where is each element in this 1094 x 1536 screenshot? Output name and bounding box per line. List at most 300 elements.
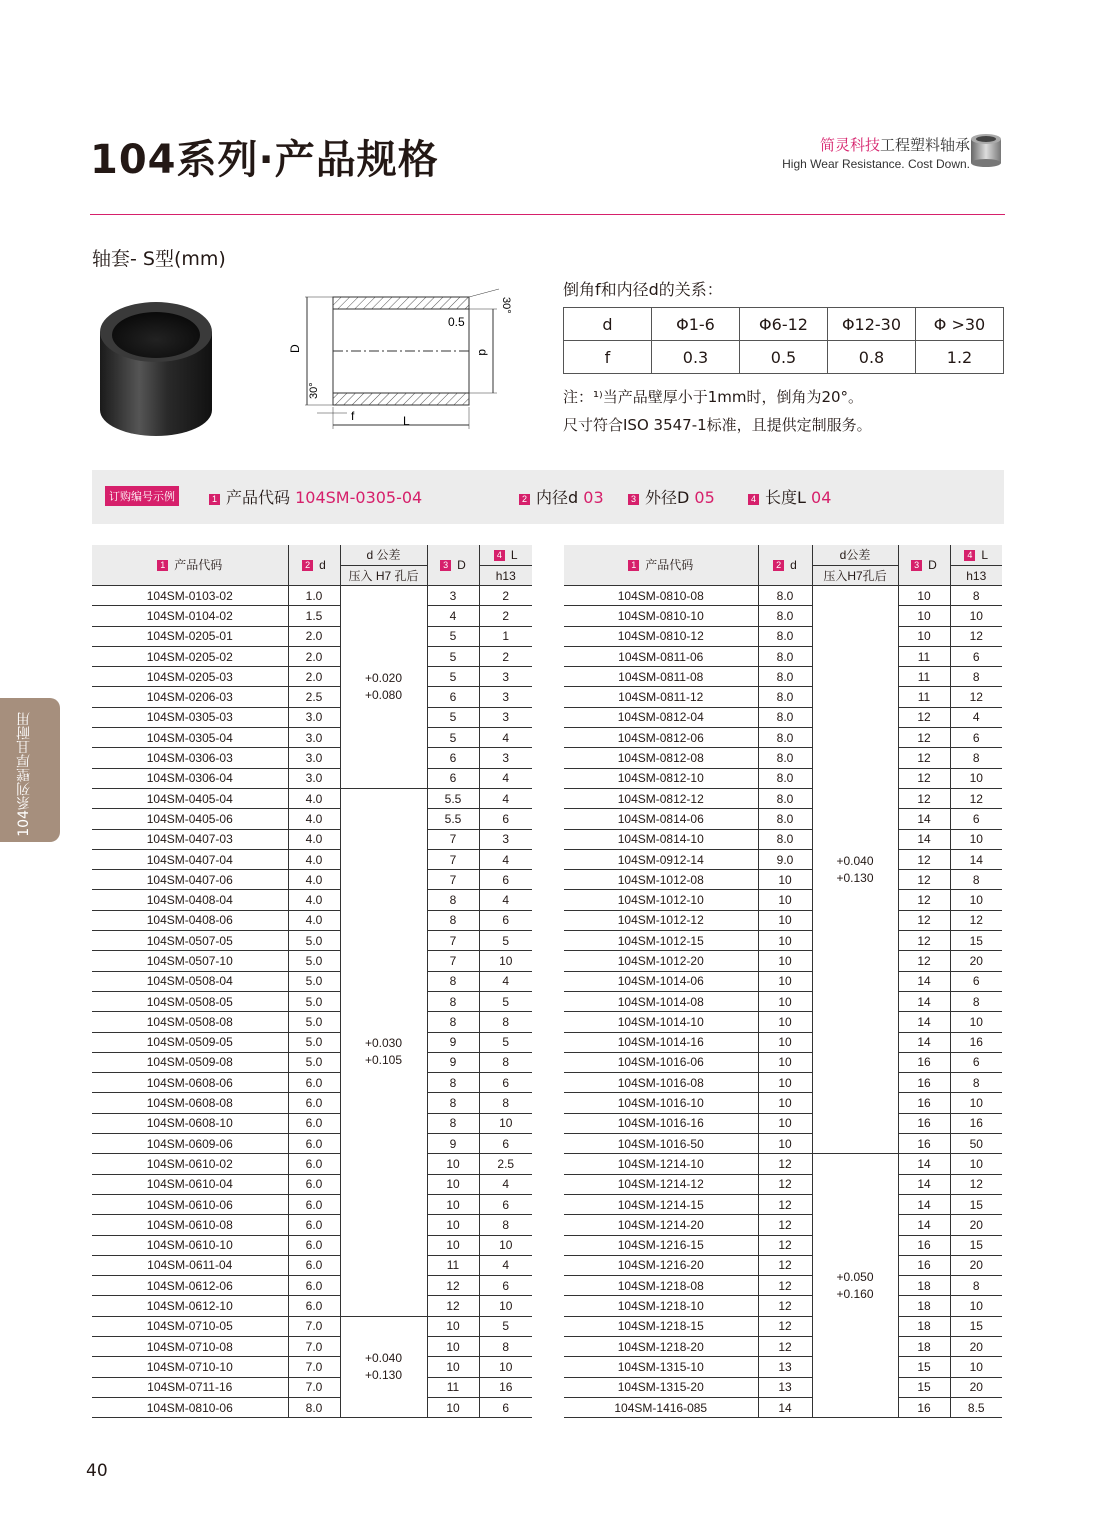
cell-d: 10: [758, 1113, 812, 1133]
cell-code: 104SM-0710-05: [92, 1316, 288, 1336]
number-badge: 2: [302, 560, 313, 571]
table-row: [564, 1093, 1002, 1113]
table-row: [564, 1113, 1002, 1133]
table-row: [92, 1235, 532, 1255]
cell-code: 104SM-0610-06: [92, 1194, 288, 1214]
dim-chamfer: 0.5: [448, 315, 465, 329]
cell-L: 14: [950, 849, 1002, 869]
cell-code: 104SM-1214-20: [564, 1215, 758, 1235]
cell-tolerance: [340, 586, 427, 789]
cell-d: 10: [758, 971, 812, 991]
cell-code: 104SM-0508-08: [92, 1012, 288, 1032]
cell-D: 14: [898, 1012, 950, 1032]
cell-L: 4: [950, 707, 1002, 727]
cell-L: 8.5: [950, 1397, 1002, 1417]
cell-D: 14: [898, 991, 950, 1011]
angle-top: 30°: [500, 297, 512, 314]
cell-D: 10: [427, 1316, 479, 1336]
header-tol-sub: 压入 H7 孔后: [340, 566, 427, 586]
cell-code: 104SM-0405-04: [92, 788, 288, 808]
cell-L: 8: [479, 1215, 532, 1235]
cell-code: 104SM-1012-20: [564, 951, 758, 971]
cell-code: 104SM-1216-20: [564, 1255, 758, 1275]
cell-L: 6: [479, 809, 532, 829]
number-badge: 2: [519, 494, 530, 505]
cell-tolerance: [340, 788, 427, 1316]
cell-code: 104SM-0811-08: [564, 667, 758, 687]
cell-L: 10: [950, 890, 1002, 910]
header-D: [898, 545, 950, 586]
cell-d: 10: [758, 890, 812, 910]
cell-D: 10: [427, 1215, 479, 1235]
cell-D: 16: [898, 1052, 950, 1072]
cell-L: 6: [950, 646, 1002, 666]
cell-L: 20: [950, 951, 1002, 971]
order-example-bar: [92, 470, 1004, 524]
tolerance-lower: +0.040: [364, 1350, 403, 1365]
tolerance-upper: +0.130: [364, 1367, 403, 1382]
cell-L: 8: [950, 1276, 1002, 1296]
cell-d: 12: [758, 1174, 812, 1194]
cell-d: 3.0: [288, 748, 340, 768]
table-row: [92, 870, 532, 890]
cell-L: 5: [479, 931, 532, 951]
header-label: d: [319, 558, 326, 572]
header-D: [427, 545, 479, 586]
note-wall-thickness: 注：¹⁾当产品壁厚小于1mm时，倒角为20°。: [563, 388, 864, 406]
cell-code: 104SM-1012-10: [564, 890, 758, 910]
section-title: 轴套- S型(mm): [92, 248, 226, 270]
cell-tolerance: [340, 1316, 427, 1417]
header-L-sub: h13: [950, 566, 1002, 586]
tolerance-lower: +0.040: [836, 853, 874, 868]
dim-f: f: [351, 409, 355, 423]
table-row: [92, 1174, 532, 1194]
cell-L: 6: [950, 971, 1002, 991]
cell-D: 18: [898, 1316, 950, 1336]
tolerance-upper: +0.080: [364, 687, 403, 702]
cell-L: 8: [950, 748, 1002, 768]
cell-d: 8.0: [758, 646, 812, 666]
cell-L: 10: [950, 606, 1002, 626]
cell-d: 6.0: [288, 1174, 340, 1194]
table-row: [564, 1276, 1002, 1296]
header-code: [564, 545, 758, 586]
cell-d: 12: [758, 1215, 812, 1235]
cell-L: 12: [950, 687, 1002, 707]
cell-L: 6: [479, 1397, 532, 1417]
cell-d: 8.0: [758, 606, 812, 626]
cell-D: 14: [898, 1215, 950, 1235]
table-row: [92, 1194, 532, 1214]
table-row: [564, 667, 1002, 687]
cell-D: 11: [898, 646, 950, 666]
table-row: [564, 1255, 1002, 1275]
table-row: [92, 849, 532, 869]
table-row: [92, 1397, 532, 1417]
cell-code: 104SM-1214-15: [564, 1194, 758, 1214]
cell-code: 104SM-1016-08: [564, 1073, 758, 1093]
cell-L: 50: [950, 1134, 1002, 1154]
chamfer-cell: 0.8: [828, 341, 916, 374]
spec-table-right: [564, 545, 1002, 1418]
cell-d: 4.0: [288, 890, 340, 910]
cell-d: 4.0: [288, 829, 340, 849]
cell-L: 4: [479, 1255, 532, 1275]
cell-D: 14: [898, 1032, 950, 1052]
cell-D: 8: [427, 1073, 479, 1093]
cell-code: 104SM-1218-20: [564, 1336, 758, 1356]
cell-code: 104SM-0205-03: [92, 667, 288, 687]
cell-L: 10: [950, 1296, 1002, 1316]
cell-L: 20: [950, 1255, 1002, 1275]
cell-L: 6: [479, 870, 532, 890]
cell-code: 104SM-0509-05: [92, 1032, 288, 1052]
cell-D: 10: [427, 1357, 479, 1377]
order-item-label: 外径D: [645, 488, 690, 507]
cell-D: 18: [898, 1276, 950, 1296]
header-label: L: [981, 548, 989, 562]
cell-d: 6.0: [288, 1296, 340, 1316]
table-row: [564, 687, 1002, 707]
table-row: [92, 1377, 532, 1397]
table-row: [564, 1073, 1002, 1093]
cell-L: 8: [950, 586, 1002, 606]
cell-code: 104SM-0306-04: [92, 768, 288, 788]
bushing-photo: [96, 292, 216, 442]
cell-L: 4: [479, 890, 532, 910]
cell-code: 104SM-1014-10: [564, 1012, 758, 1032]
cell-code: 104SM-1214-10: [564, 1154, 758, 1174]
cell-d: 12: [758, 1336, 812, 1356]
cell-d: 12: [758, 1154, 812, 1174]
cell-d: 4.0: [288, 809, 340, 829]
order-item-label: 产品代码: [226, 488, 291, 507]
cell-L: 8: [479, 1336, 532, 1356]
cell-D: 12: [898, 748, 950, 768]
cell-code: 104SM-0710-08: [92, 1336, 288, 1356]
header-label: L: [510, 548, 518, 562]
cell-L: 6: [479, 910, 532, 930]
table-row: [92, 1255, 532, 1275]
table-row: [564, 626, 1002, 646]
cell-code: 104SM-0610-02: [92, 1154, 288, 1174]
cell-D: 12: [898, 910, 950, 930]
cell-code: 104SM-1315-10: [564, 1357, 758, 1377]
table-row: [92, 728, 532, 748]
angle-bottom: 30°: [308, 382, 320, 399]
cell-d: 6.0: [288, 1134, 340, 1154]
table-row: [92, 991, 532, 1011]
table-row: [564, 870, 1002, 890]
cell-D: 12: [898, 870, 950, 890]
bearing-icon: [968, 132, 1004, 168]
number-badge: 1: [157, 560, 168, 571]
bushing-drawing: [285, 285, 525, 435]
order-item-code: [209, 485, 422, 508]
cell-D: 14: [898, 1154, 950, 1174]
order-item-value: 104SM-0305-04: [295, 488, 423, 507]
cell-L: 12: [950, 788, 1002, 808]
cell-D: 18: [898, 1336, 950, 1356]
table-row: [564, 728, 1002, 748]
table-row: [92, 1357, 532, 1377]
cell-L: 2.5: [479, 1154, 532, 1174]
cell-d: 10: [758, 870, 812, 890]
cell-d: 10: [758, 951, 812, 971]
cell-L: 3: [479, 829, 532, 849]
cell-L: 4: [479, 788, 532, 808]
header-label: 产品代码: [645, 558, 694, 572]
cell-code: 104SM-1218-10: [564, 1296, 758, 1316]
cell-L: 2: [479, 586, 532, 606]
cell-code: 104SM-0610-08: [92, 1215, 288, 1235]
cell-D: 16: [898, 1073, 950, 1093]
side-tab-label: 104系列壁厚且耐用: [16, 712, 32, 837]
cell-D: 11: [427, 1377, 479, 1397]
cell-D: 12: [427, 1276, 479, 1296]
cell-code: 104SM-0612-10: [92, 1296, 288, 1316]
table-row: [564, 707, 1002, 727]
cell-d: 6.0: [288, 1113, 340, 1133]
cell-code: 104SM-0408-04: [92, 890, 288, 910]
cell-L: 15: [950, 931, 1002, 951]
cell-d: 7.0: [288, 1316, 340, 1336]
cell-code: 104SM-1014-08: [564, 991, 758, 1011]
cell-D: 12: [898, 788, 950, 808]
cell-D: 9: [427, 1134, 479, 1154]
cell-code: 104SM-0810-12: [564, 626, 758, 646]
table-row: [564, 809, 1002, 829]
cell-d: 8.0: [758, 809, 812, 829]
cell-L: 15: [950, 1316, 1002, 1336]
table-row: [564, 1012, 1002, 1032]
cell-d: 2.0: [288, 667, 340, 687]
table-row: [564, 1316, 1002, 1336]
cell-D: 8: [427, 1012, 479, 1032]
cell-D: 10: [898, 606, 950, 626]
header-L-sub: h13: [479, 566, 532, 586]
cell-L: 8: [950, 1073, 1002, 1093]
cell-d: 2.0: [288, 646, 340, 666]
table-row: [564, 1052, 1002, 1072]
cell-code: 104SM-0610-04: [92, 1174, 288, 1194]
cell-code: 104SM-0812-08: [564, 748, 758, 768]
cell-L: 5: [479, 991, 532, 1011]
cell-code: 104SM-1214-12: [564, 1174, 758, 1194]
cell-code: 104SM-0608-06: [92, 1073, 288, 1093]
cell-D: 14: [898, 829, 950, 849]
cell-d: 8.0: [288, 1397, 340, 1417]
cell-D: 7: [427, 849, 479, 869]
header-L: [950, 545, 1002, 566]
cell-code: 104SM-1016-16: [564, 1113, 758, 1133]
cell-L: 12: [950, 1174, 1002, 1194]
cell-D: 5: [427, 646, 479, 666]
cell-L: 15: [950, 1194, 1002, 1214]
cell-code: 104SM-0608-08: [92, 1093, 288, 1113]
brand-product: 工程塑料轴承: [879, 136, 970, 154]
order-item-label: 内径d: [536, 488, 579, 507]
cell-D: 4: [427, 606, 479, 626]
cell-L: 3: [479, 687, 532, 707]
cell-d: 12: [758, 1276, 812, 1296]
cell-D: 12: [427, 1296, 479, 1316]
cell-L: 8: [950, 667, 1002, 687]
table-row: [92, 667, 532, 687]
cell-L: 4: [479, 728, 532, 748]
cell-d: 12: [758, 1316, 812, 1336]
side-tab: [0, 698, 60, 842]
cell-D: 10: [427, 1194, 479, 1214]
table-row: [564, 829, 1002, 849]
header-label: D: [928, 558, 937, 572]
chamfer-cell: f: [564, 341, 652, 374]
spec-table-left: [92, 545, 532, 1418]
table-row: [564, 1032, 1002, 1052]
cell-d: 6.0: [288, 1073, 340, 1093]
cell-d: 10: [758, 1032, 812, 1052]
table-row: [564, 1296, 1002, 1316]
table-row: [92, 606, 532, 626]
order-item-outer: [628, 485, 715, 508]
cell-code: 104SM-1016-50: [564, 1134, 758, 1154]
cell-D: 5: [427, 728, 479, 748]
table-row: [92, 1316, 532, 1336]
cell-L: 8: [950, 991, 1002, 1011]
cell-code: 104SM-0912-14: [564, 849, 758, 869]
cell-d: 6.0: [288, 1276, 340, 1296]
cell-L: 10: [950, 768, 1002, 788]
cell-L: 2: [479, 606, 532, 626]
cell-D: 7: [427, 870, 479, 890]
cell-L: 10: [950, 1357, 1002, 1377]
cell-D: 9: [427, 1032, 479, 1052]
cell-D: 18: [898, 1296, 950, 1316]
note-standard: 尺寸符合ISO 3547-1标准，且提供定制服务。: [563, 416, 872, 434]
cell-L: 15: [950, 1235, 1002, 1255]
cell-D: 16: [898, 1397, 950, 1417]
cell-d: 6.0: [288, 1154, 340, 1174]
table-row: [564, 890, 1002, 910]
cell-D: 6: [427, 748, 479, 768]
table-row: [564, 606, 1002, 626]
chamfer-cell: Φ12-30: [828, 308, 916, 341]
cell-L: 6: [479, 1134, 532, 1154]
cell-L: 4: [479, 1174, 532, 1194]
cell-code: 104SM-0812-04: [564, 707, 758, 727]
cell-D: 8: [427, 1093, 479, 1113]
cell-d: 6.0: [288, 1093, 340, 1113]
cell-L: 4: [479, 971, 532, 991]
cell-d: 2.0: [288, 626, 340, 646]
dim-d: d: [476, 349, 490, 356]
cell-d: 5.0: [288, 931, 340, 951]
cell-D: 12: [898, 890, 950, 910]
cell-d: 7.0: [288, 1336, 340, 1356]
header-rule: [90, 214, 1005, 215]
cell-D: 3: [427, 586, 479, 606]
cell-L: 5: [479, 1032, 532, 1052]
cell-D: 11: [427, 1255, 479, 1275]
table-row: [564, 768, 1002, 788]
cell-D: 15: [898, 1377, 950, 1397]
cell-code: 104SM-0811-12: [564, 687, 758, 707]
table-row: [92, 1336, 532, 1356]
table-row: [92, 1296, 532, 1316]
cell-d: 12: [758, 1255, 812, 1275]
cell-code: 104SM-1012-08: [564, 870, 758, 890]
cell-D: 12: [898, 768, 950, 788]
cell-D: 8: [427, 1113, 479, 1133]
cell-code: 104SM-1012-12: [564, 910, 758, 930]
cell-D: 10: [427, 1235, 479, 1255]
cell-d: 8.0: [758, 748, 812, 768]
number-badge: 4: [964, 550, 975, 561]
cell-D: 8: [427, 991, 479, 1011]
cell-d: 2.5: [288, 687, 340, 707]
cell-L: 2: [479, 646, 532, 666]
table-row: [564, 1357, 1002, 1377]
cell-L: 6: [950, 809, 1002, 829]
cell-D: 14: [898, 1194, 950, 1214]
table-row: [92, 1154, 532, 1174]
cell-D: 10: [427, 1174, 479, 1194]
cell-L: 3: [479, 667, 532, 687]
chamfer-cell: Φ >30: [916, 308, 1004, 341]
number-badge: 4: [748, 494, 759, 505]
cell-code: 104SM-0608-10: [92, 1113, 288, 1133]
cell-d: 8.0: [758, 626, 812, 646]
cell-code: 104SM-0810-06: [92, 1397, 288, 1417]
cell-code: 104SM-0610-10: [92, 1235, 288, 1255]
header-row: [92, 545, 532, 566]
cell-D: 15: [898, 1357, 950, 1377]
header-row: [564, 545, 1002, 566]
cell-d: 3.0: [288, 728, 340, 748]
cell-D: 6: [427, 768, 479, 788]
chamfer-table: [563, 307, 1004, 374]
chamfer-cell: Φ1-6: [652, 308, 740, 341]
cell-L: 20: [950, 1336, 1002, 1356]
table-row: [92, 707, 532, 727]
table-row: [92, 951, 532, 971]
header-label: d: [790, 558, 797, 572]
table-row: [92, 1134, 532, 1154]
cell-L: 8: [479, 1012, 532, 1032]
cell-D: 16: [898, 1235, 950, 1255]
table-row: [92, 1215, 532, 1235]
cell-L: 6: [479, 1276, 532, 1296]
cell-L: 3: [479, 748, 532, 768]
number-badge: 4: [494, 550, 505, 561]
cell-d: 8.0: [758, 707, 812, 727]
cell-d: 10: [758, 1073, 812, 1093]
cell-D: 10: [427, 1154, 479, 1174]
number-badge: 1: [628, 560, 639, 571]
cell-code: 104SM-1014-06: [564, 971, 758, 991]
cell-code: 104SM-0206-03: [92, 687, 288, 707]
cell-code: 104SM-0612-06: [92, 1276, 288, 1296]
table-row: [92, 910, 532, 930]
cell-code: 104SM-0810-10: [564, 606, 758, 626]
tolerance-upper: +0.105: [364, 1053, 403, 1068]
table-row: [92, 931, 532, 951]
table-row: [564, 788, 1002, 808]
cell-d: 8.0: [758, 586, 812, 606]
table-row: [92, 1113, 532, 1133]
cell-L: 20: [950, 1377, 1002, 1397]
